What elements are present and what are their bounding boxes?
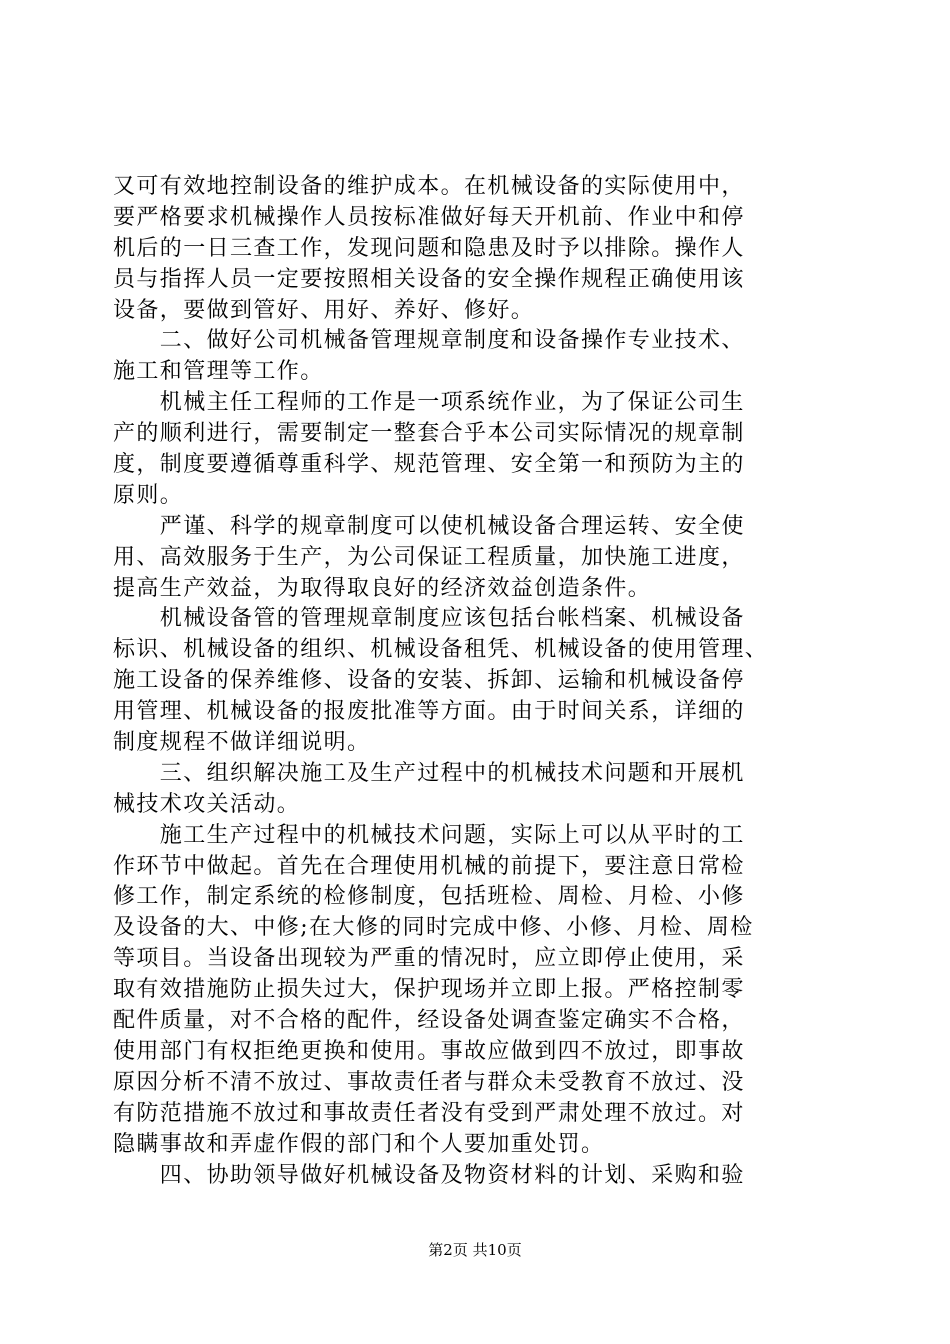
text-line: 机械设备管的管理规章制度应该包括台帐档案、机械设备 [113,606,745,632]
text-line: 用、高效服务于生产，为公司保证工程质量，加快施工进度， [113,544,745,570]
section-heading-line: 三、组织解决施工及生产过程中的机械技术问题和开展机 [113,760,745,786]
text-line: 原则。 [113,482,184,508]
page-footer [0,1240,950,1260]
text-line: 要严格要求机械操作人员按标准做好每天开机前、作业中和停 [113,204,745,230]
text-line: 用管理、机械设备的报废批准等方面。由于时间关系，详细的 [113,699,745,725]
text-line: 作环节中做起。首先在合理使用机械的前提下，要注意日常检 [113,853,745,879]
text-line: 使用部门有权拒绝更换和使用。事故应做到四不放过，即事故 [113,1038,745,1064]
page-number: 第2页 共10页 [428,1241,522,1259]
text-line: 设备，要做到管好、用好、养好、修好。 [113,297,535,323]
text-line: 施工生产过程中的机械技术问题，实际上可以从平时的工 [113,822,745,848]
text-line: 严谨、科学的规章制度可以使机械设备合理运转、安全使 [113,513,745,539]
text-line: 员与指挥人员一定要按照相关设备的安全操作规程正确使用该 [113,266,745,292]
text-line: 配件质量，对不合格的配件，经设备处调查鉴定确实不合格， [113,1008,745,1034]
section-heading-line: 四、协助领导做好机械设备及物资材料的计划、采购和验 [113,1162,745,1188]
text-line: 提高生产效益，为取得取良好的经济效益创造条件。 [113,575,652,601]
text-line: 标识、机械设备的组织、机械设备租凭、机械设备的使用管理、 [113,637,769,663]
text-line: 等项目。当设备出现较为严重的情况时，应立即停止使用，采 [113,946,745,972]
text-line: 机械主任工程师的工作是一项系统作业，为了保证公司生 [113,390,745,416]
text-line: 有防范措施不放过和事故责任者没有受到严肃处理不放过。对 [113,1100,745,1126]
text-line: 修工作，制定系统的检修制度，包括班检、周检、月检、小修 [113,884,745,910]
text-line: 隐瞒事故和弄虚作假的部门和个人要加重处罚。 [113,1131,605,1157]
text-line: 度，制度要遵循尊重科学、规范管理、安全第一和预防为主的 [113,452,745,478]
text-line: 原因分析不清不放过、事故责任者与群众未受教育不放过、没 [113,1069,745,1095]
text-line: 制度规程不做详细说明。 [113,730,371,756]
text-line: 及设备的大、中修;在大修的同时完成中修、小修、月检、周检 [113,915,754,941]
text-line: 又可有效地控制设备的维护成本。在机械设备的实际使用中， [113,174,745,199]
text-line: 施工设备的保养维修、设备的安装、拆卸、运输和机械设备停 [113,668,745,694]
text-line: 机后的一日三查工作，发现问题和隐患及时予以排除。操作人 [113,235,745,261]
section-heading-line: 械技术攻关活动。 [113,791,301,817]
section-heading-line: 二、做好公司机械备管理规章制度和设备操作专业技术、 [113,328,745,354]
document-body [113,172,853,1191]
text-line: 产的顺利进行，需要制定一整套合乎本公司实际情况的规章制 [113,421,745,447]
text-line: 取有效措施防止损失过大，保护现场并立即上报。严格控制零 [113,977,745,1003]
section-heading-line: 施工和管理等工作。 [113,359,324,385]
